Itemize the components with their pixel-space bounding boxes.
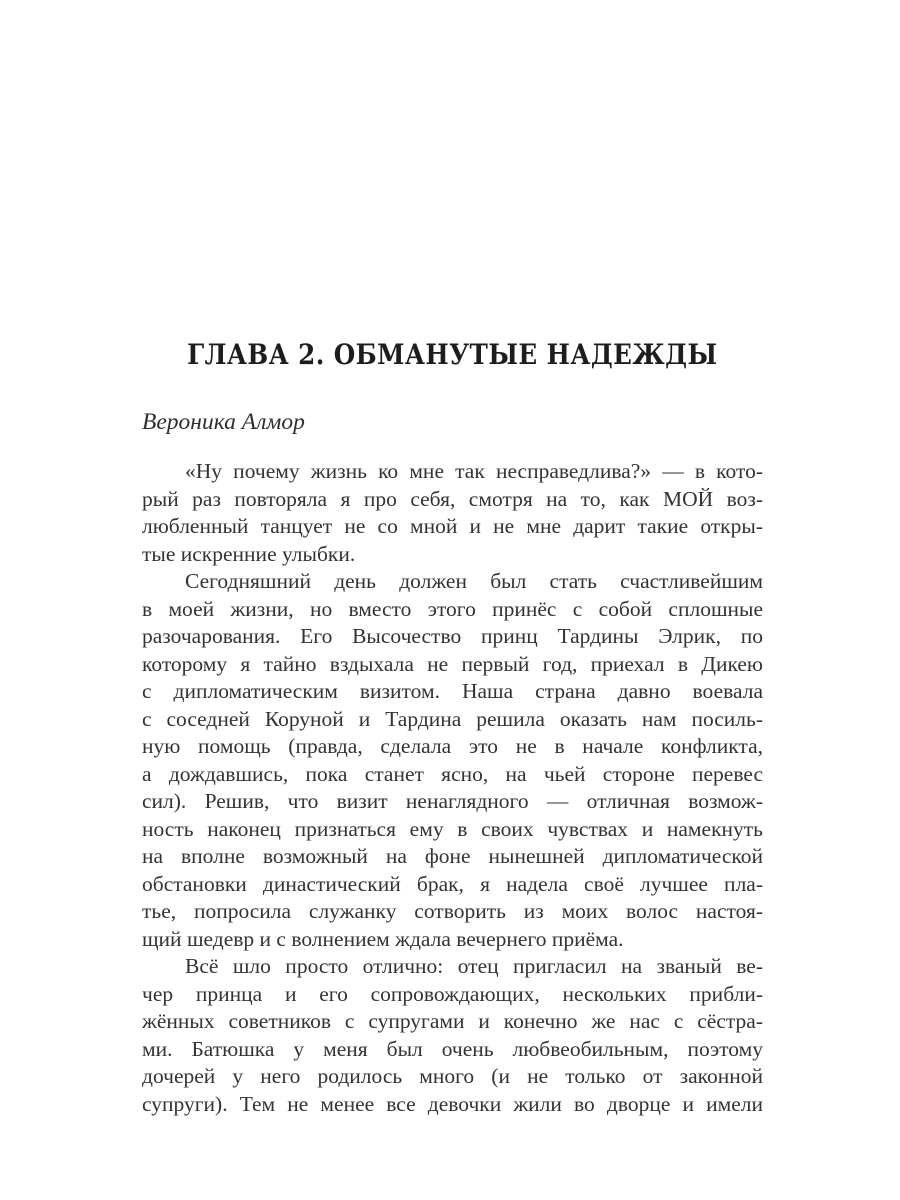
text-line: ность наконец признаться ему в своих чувствах и намекнуть [142, 816, 763, 841]
text-line: которому я тайно вздыхала не первый год, приехал в Дикею [142, 651, 763, 676]
text-line: Всё шло просто отлично: отец пригласил на званый ве- [185, 954, 763, 978]
text-line: любленный танцует не со мной и не мне дарит такие откры- [142, 514, 763, 538]
text-line: чер принца и его сопровождающих, нескольких прибли- [142, 981, 763, 1006]
text-line: дочерей у него родилось много (и не только от законной [142, 1064, 763, 1088]
text-line: рый раз повторяла я про себя, смотря на то, как МОЙ воз- [142, 486, 763, 511]
text-line: ми. Батюшка у меня был очень любвеобильным, поэтому [142, 1036, 763, 1061]
text-line: с соседней Коруной и Тардина решила оказать нам посиль- [142, 706, 763, 731]
chapter-title-text: ГЛАВА 2. ОБМАНУТЫЕ НАДЕЖДЫ [187, 338, 718, 371]
chapter-title [142, 338, 763, 371]
text-line: на вполне возможный на фоне нынешней дипломатической [142, 844, 763, 868]
text-line: супруги). Тем не менее все девочки жили во дворце и имели [142, 1091, 763, 1116]
text-line: в моей жизни, но вместо этого принёс с собой сплошные [142, 596, 763, 621]
text-line: а дождавшись, пока станет ясно, на чьей стороне перевес [142, 761, 763, 786]
text-line: разочарования. Его Высочество принц Тардины Элрик, по [142, 624, 763, 648]
text-line: «Ну почему жизнь ко мне так несправедлива?» — в кото- [185, 459, 763, 483]
text-line: тые искренние улыбки. [142, 541, 356, 566]
text-line: ную помощь (правда, сделала это не в начале конфликта, [142, 734, 763, 758]
body-paragraphs [142, 458, 763, 1118]
pov-author-name: Вероника Алмор [142, 409, 305, 435]
text-line: обстановки династический брак, я надела своё лучшее пла- [142, 871, 763, 896]
text-line: сил). Решив, что визит ненаглядного — отличная возмож- [142, 789, 763, 813]
text-line: Сегодняшний день должен был стать счастливейшим [185, 569, 763, 593]
text-line: с дипломатическим визитом. Наша страна давно воевала [142, 679, 763, 703]
text-line: щий шедевр и с волнением ждала вечернего приёма. [142, 926, 624, 951]
text-line: тье, попросила служанку сотворить из моих волос настоя- [142, 899, 763, 923]
text-line: жённых советников с супругами и конечно же нас с сёстра- [142, 1009, 763, 1033]
